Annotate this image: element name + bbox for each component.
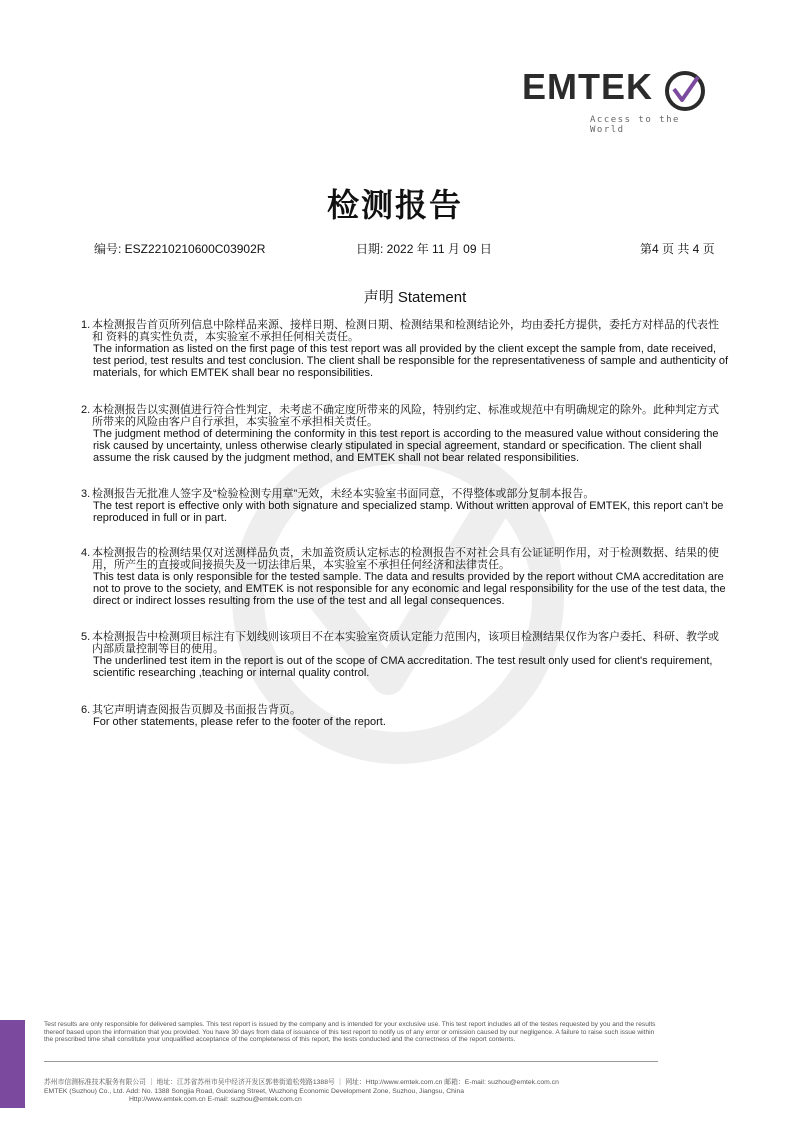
footer-address	[44, 1079, 684, 1105]
text-line: test period, test results and test conclusion. The client shall be responsible for the representativeness of sample and authenticity of	[93, 355, 729, 367]
text-line: materials, for which EMTEK shall bear no responsibilities.	[93, 367, 374, 379]
logo-check-circle-icon	[663, 69, 709, 115]
text-line: 内部质量控制等目的使用。	[92, 643, 224, 655]
text-line: reproduced in full or in part.	[93, 512, 227, 524]
statement-item	[81, 488, 751, 524]
item-number: 6.	[81, 704, 91, 716]
text-line: risk caused by uncertainty, unless otherwise clearly stipulated in special agreement, standard or specification. The client shall	[93, 440, 702, 452]
page-indicator: 第4 页 共 4 页	[640, 242, 715, 256]
item-number: 1.	[81, 319, 91, 331]
logo-wordmark: EMTEK	[522, 66, 653, 107]
item-text-en	[93, 716, 751, 728]
text-line: direct or indirect losses resulting from the use of the test and all legal consequences.	[93, 595, 505, 607]
footer-disclaimer: Test results are only responsible for delivered samples. This test report is issued by the company and is intended for your exclusive use. This test report includes all of the testes requested by you and the results thereof based upon the information that you provided. You have 30 days from data of issuance of this test report to notify us of any error or omission caused by our negligence. A failure to raise such issue within the prescribed time shall constitute your unqualified acceptance of the completeness of this report, the tests conducted and the correctness of the report contents.	[44, 1021, 656, 1044]
report-number: 编号: ESZ2210210600C03902R	[94, 242, 266, 256]
statement-item	[81, 547, 751, 607]
text-line: 所带来的风险由客户自行承担，本实验室不承担相关责任。	[92, 416, 378, 428]
text-line: 本检测报告首页所列信息中除样品来源、接样日期、检测日期、检测结果和检测结论外，均由委托方提供，委托方对样品的代表性	[92, 319, 719, 331]
item-text-en	[93, 571, 751, 607]
emtek-logo	[522, 66, 717, 135]
item-number: 3.	[81, 488, 91, 500]
footer-divider	[44, 1061, 658, 1062]
address-zh: 苏州市信测标准技术服务有限公司 ｜ 地址：江苏省苏州市吴中经济开发区郭巷街道松苑路1388号 ｜ 网址：Http://www.emtek.com.cn 邮箱：E-mail: suzhou@emtek.com.cn	[44, 1079, 559, 1086]
statement-item	[81, 319, 751, 379]
text-line: assume the risk caused by the judgment method, and EMTEK shall not bear related responsibilities.	[93, 452, 580, 464]
text-line: The judgment method of determining the conformity in this test report is according to the measured value without considering the	[93, 428, 719, 440]
item-number: 4.	[81, 547, 91, 559]
address-en: EMTEK (Suzhou) Co., Ltd. Add: No. 1388 Songjia Road, Guoxiang Street, Wuzhong Economic Development Zone, Suzhou, Jiangsu, China	[44, 1087, 465, 1095]
text-line: The test report is effective only with both signature and specialized stamp. Without written approval of EMTEK, this report can't be	[93, 500, 724, 512]
text-line: This test data is only responsible for the tested sample. The data and results provided by the report without CMA accreditation are	[93, 571, 724, 583]
item-number: 5.	[81, 631, 91, 643]
item-text-en	[93, 655, 751, 679]
text-line: 本检测报告的检测结果仅对送测样品负责，未加盖资质认定标志的检测报告不对社会具有公证证明作用，对于检测数据、结果的使	[92, 547, 719, 559]
item-text-zh	[92, 704, 751, 716]
text-line: 和 资料的真实性负责，本实验室不承担任何相关责任。	[92, 331, 360, 343]
page-title: 检测报告	[326, 186, 463, 224]
text-line: 本检测报告中检测项目标注有下划线则该项目不在本实验室资质认定能力范围内，该项目检测结果仅作为客户委托、科研、教学或	[92, 631, 719, 643]
text-line: scientific researching ,teaching or internal quality control.	[93, 667, 370, 679]
item-text-zh	[92, 547, 751, 571]
text-line: 检测报告无批准人签字及“检验检测专用章”无效，未经本实验室书面同意，不得整体或部分复制本报告。	[92, 488, 595, 500]
text-line: not to prove to the society, and EMTEK is not responsible for any economic and legal responsibility for the use of the test data, the	[93, 583, 726, 595]
statement-item	[81, 704, 751, 728]
text-line: 其它声明请查阅报告页脚及书面报告背页。	[92, 704, 301, 716]
item-text-zh	[92, 488, 751, 500]
report-date: 日期: 2022 年 11 月 09 日	[356, 242, 492, 256]
text-line: The information as listed on the first page of this test report was all provided by the client except the sample from, date received,	[93, 343, 717, 355]
item-text-zh	[92, 631, 751, 655]
item-text-zh	[92, 404, 751, 428]
text-line: 本检测报告以实测值进行符合性判定，未考虑不确定度所带来的风险，特别约定、标准或规范中有明确规定的除外。此种判定方式	[92, 404, 719, 416]
text-line: 用，所产生的直接或间接损失及一切法律后果，本实验室不承担任何经济和法律责任。	[92, 559, 510, 571]
text-line: For other statements, please refer to the footer of the report.	[93, 716, 386, 728]
item-text-en	[93, 343, 751, 379]
text-line: The underlined test item in the report is out of the scope of CMA accreditation. The test result only used for client's requirement,	[93, 655, 713, 667]
statement-item	[81, 631, 751, 679]
item-number: 2.	[81, 404, 91, 416]
logo-tagline: Access to the World	[590, 115, 680, 135]
footer-accent-bar	[0, 1020, 25, 1108]
statement-item	[81, 404, 751, 464]
item-text-en	[93, 428, 751, 464]
statement-heading: 声明 Statement	[363, 289, 467, 306]
item-text-zh	[92, 319, 751, 343]
item-text-en	[93, 500, 751, 524]
address-web: Http://www.emtek.com.cn E-mail: suzhou@emtek.com.cn	[129, 1096, 302, 1104]
